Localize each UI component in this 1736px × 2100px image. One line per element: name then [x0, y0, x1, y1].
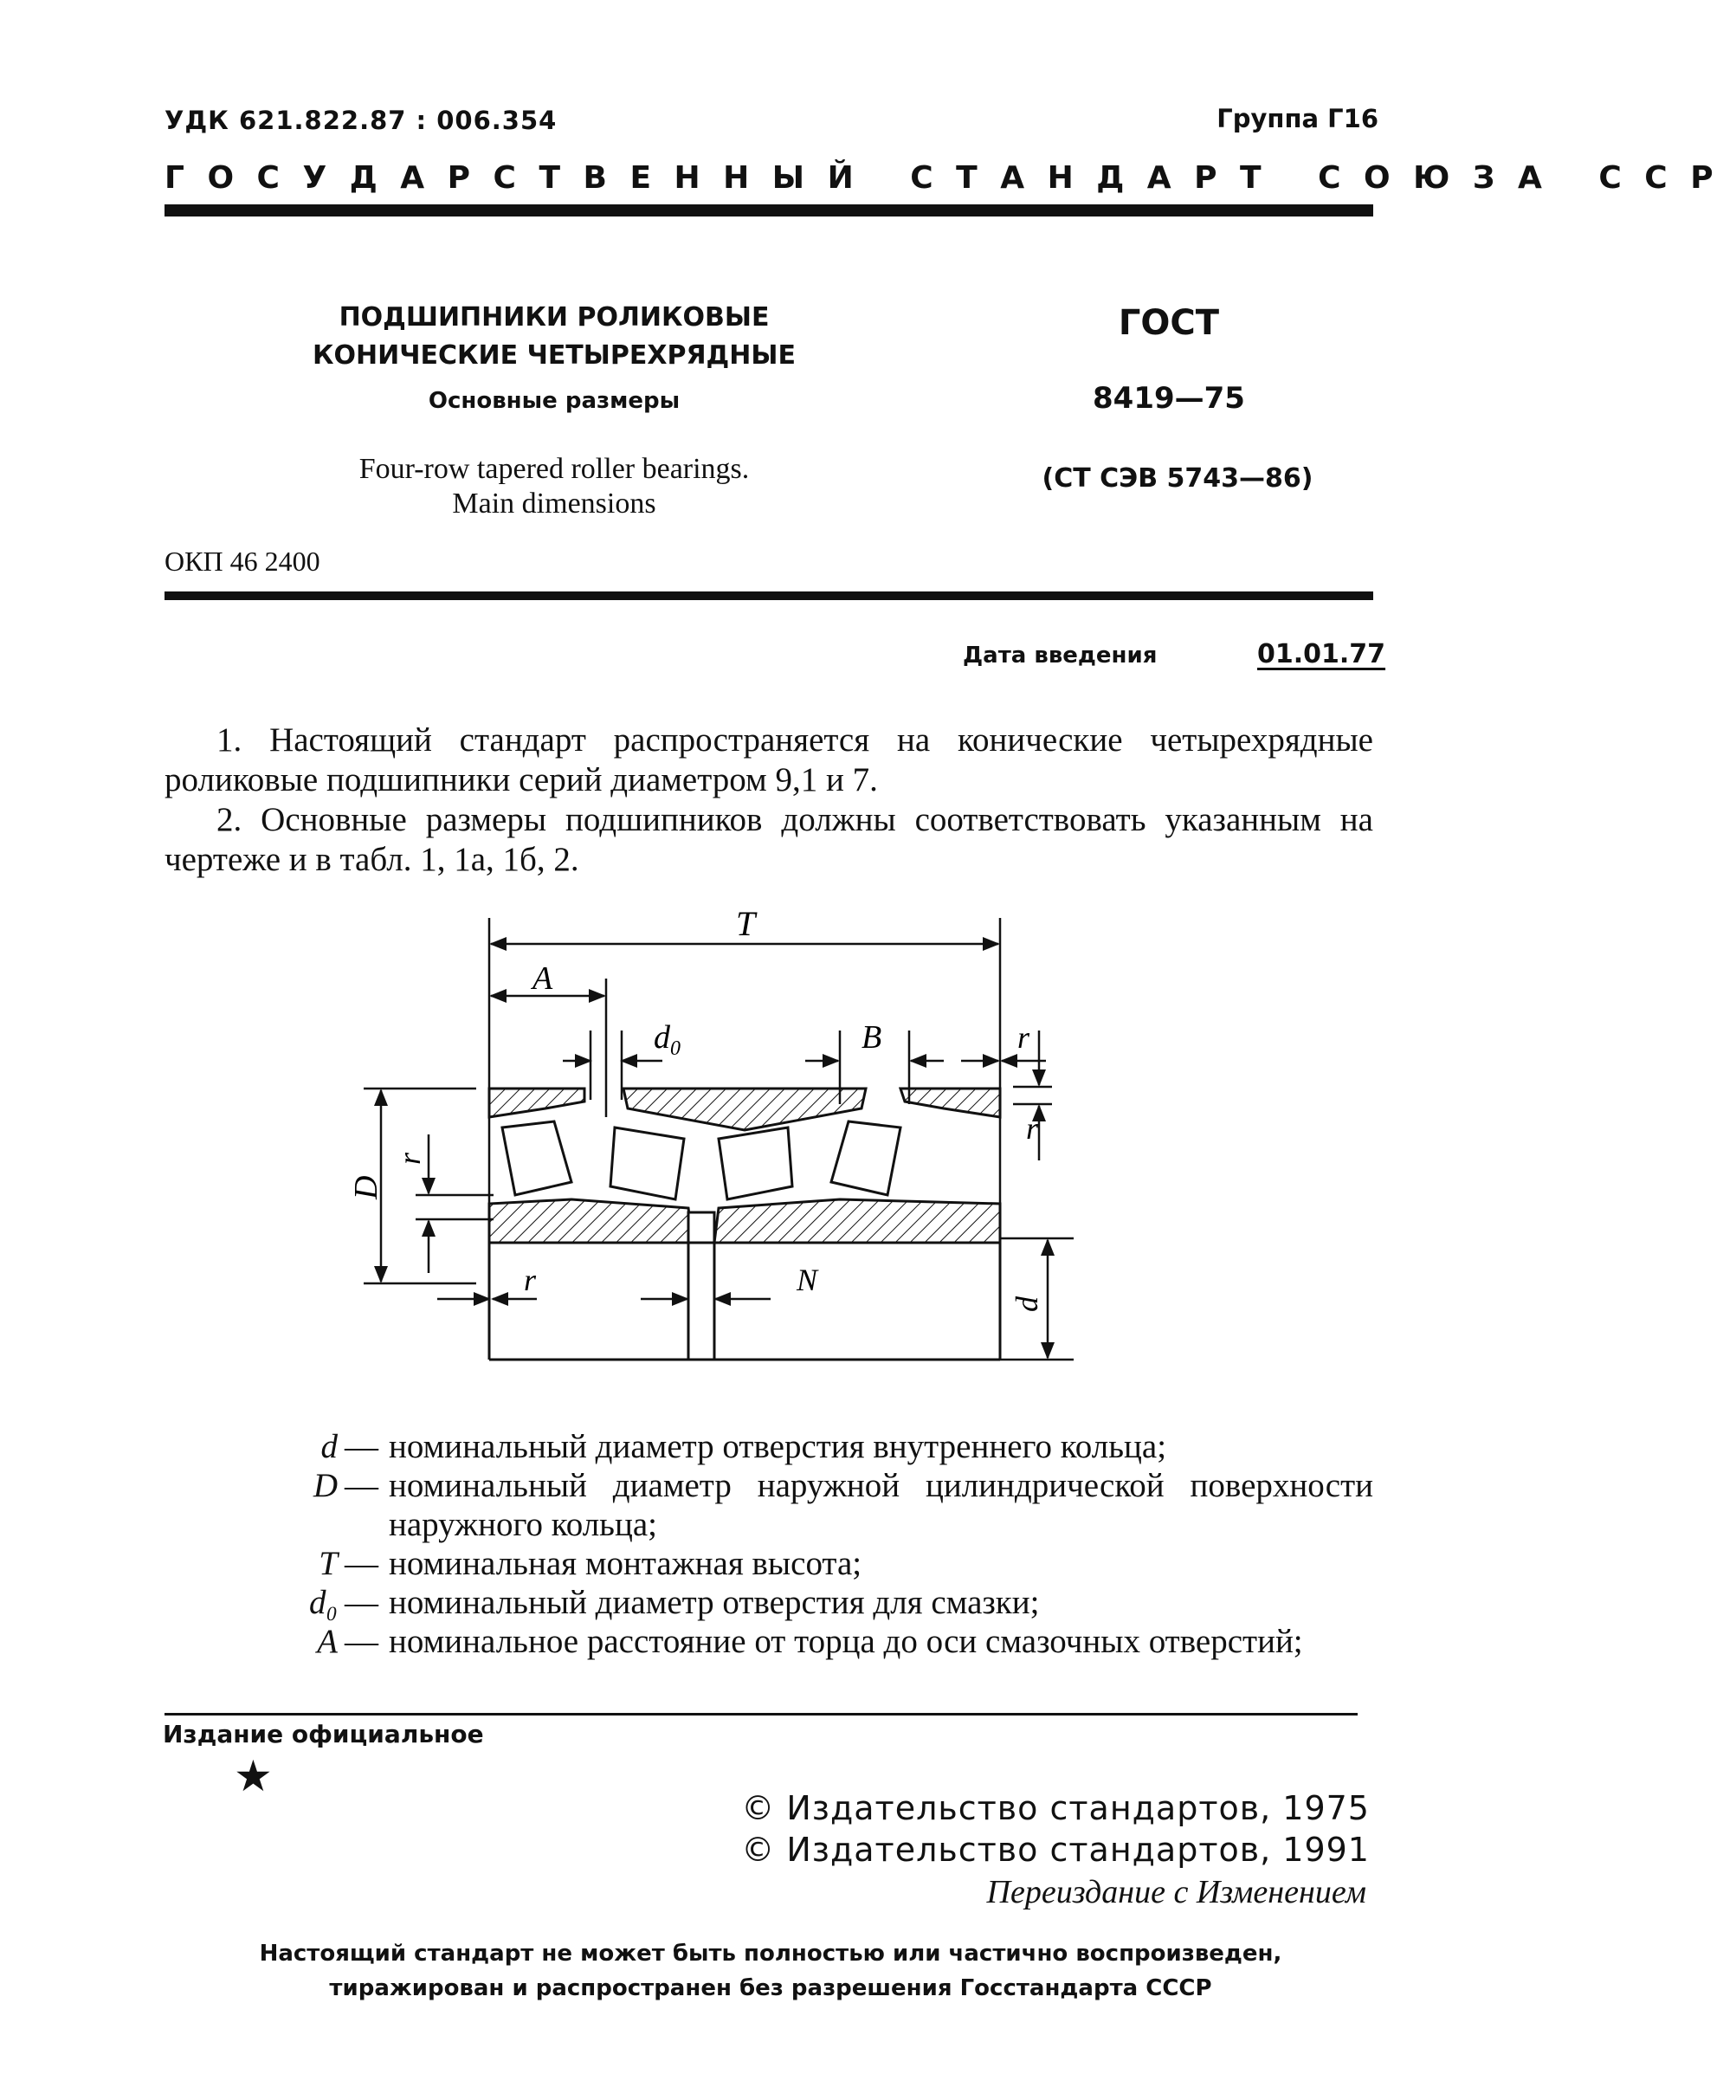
legend-symbol: A — [317, 1623, 338, 1660]
legend-row — [165, 1544, 1373, 1583]
legend-dash: — — [345, 1467, 378, 1504]
legend-symbol: T — [319, 1545, 338, 1582]
document-title — [312, 299, 797, 375]
legend-row — [165, 1622, 1373, 1661]
okp-code: ОКП 46 2400 — [165, 546, 320, 577]
dim-label-T: T — [736, 904, 756, 943]
dim-label-D: D — [348, 1175, 384, 1199]
dim-label-r-left: r — [392, 1152, 427, 1165]
dim-label-r-bottom: r — [524, 1263, 537, 1297]
legend-text: номинальный диаметр наружной цилиндрической поверхности наружного кольца; — [389, 1467, 1373, 1543]
official-edition-label: Издание официальное — [163, 1720, 484, 1748]
legend-text: номинальный диаметр отверстия для смазки; — [389, 1584, 1040, 1621]
legend-symbol: d₀ — [308, 1584, 338, 1621]
legend-symbol: D — [313, 1467, 338, 1504]
title-line-2: КОНИЧЕСКИЕ ЧЕТЫРЕХРЯДНЫЕ — [313, 340, 796, 371]
legend-dash: — — [345, 1584, 378, 1621]
paragraph-2 — [165, 800, 1373, 880]
legend-dash: — — [345, 1545, 378, 1582]
gost-number: 8419—75 — [1093, 381, 1245, 416]
notice-line-1: Настоящий стандарт не может быть полностью или частично воспроизведен, — [259, 1941, 1282, 1967]
english-title-line-2: Main dimensions — [452, 488, 656, 520]
legend-row — [165, 1427, 1373, 1466]
introduction-date: 01.01.77 — [1257, 639, 1386, 669]
legend-row — [165, 1466, 1373, 1544]
cmea-reference: (СТ СЭВ 5743—86) — [1042, 463, 1313, 494]
notice-line-2: тиражирован и распространен без разрешения Госстандарта СССР — [329, 1975, 1212, 2001]
legend-dash: — — [345, 1623, 378, 1660]
dim-label-r-top: r — [1017, 1020, 1030, 1055]
footer-rule — [165, 1713, 1358, 1716]
title-line-1: ПОДШИПНИКИ РОЛИКОВЫЕ — [339, 302, 770, 333]
legend-text: номинальный диаметр отверстия внутреннего кольца; — [389, 1428, 1167, 1465]
introduction-date-label: Дата введения — [963, 643, 1158, 669]
state-standard-banner: ГОСУДАРСТВЕННЫЙ СТАНДАРТ СОЮЗА ССР — [165, 160, 1736, 196]
legend-text: номинальное расстояние от торца до оси смазочных отверстий; — [389, 1623, 1303, 1660]
paragraph-2-text: 2. Основные размеры подшипников должны соответствовать указанным на чертеже и в табл. 1, 1а, 1б, 2. — [165, 801, 1373, 878]
reproduction-notice — [156, 1936, 1385, 2006]
legend-dash: — — [345, 1428, 378, 1465]
copyright-1991: © Издательство стандартов, 1991 — [741, 1831, 1370, 1869]
symbol-legend — [165, 1427, 1373, 1661]
document-subtitle: Основные размеры — [428, 388, 681, 414]
english-title — [312, 452, 797, 521]
legend-text: номинальная монтажная высота; — [389, 1545, 862, 1582]
gost-label: ГОСТ — [1118, 303, 1220, 343]
dim-label-d0 — [654, 1019, 681, 1060]
udk-code: УДК 621.822.87 : 006.354 — [165, 106, 558, 135]
dim-label-r-right: r — [1026, 1111, 1039, 1146]
reissue-note: Переиздание с Изменением — [986, 1874, 1366, 1910]
title-rule — [165, 591, 1373, 600]
dim-label-d: d — [1010, 1296, 1044, 1312]
dim-label-A: A — [532, 960, 553, 997]
bearing-drawing — [348, 901, 1091, 1386]
dim-label-B: B — [862, 1019, 882, 1056]
paragraph-1 — [165, 720, 1373, 800]
paragraph-1-text: 1. Настоящий стандарт распространяется на конические четырехрядные роликовые подшипники серий диаметром 9,1 и 7. — [165, 721, 1373, 798]
legend-symbol: d — [320, 1428, 338, 1465]
dim-label-N: N — [797, 1263, 818, 1297]
group-code: Группа Г16 — [1216, 104, 1378, 133]
star-icon: ★ — [234, 1752, 273, 1800]
legend-row — [165, 1583, 1373, 1622]
dim-label-d0-subscript: 0 — [670, 1037, 681, 1060]
copyright-1975: © Издательство стандартов, 1975 — [741, 1789, 1370, 1827]
english-title-line-1: Four-row tapered roller bearings. — [358, 453, 750, 485]
header-rule — [165, 204, 1373, 216]
dim-label-d0-main: d — [654, 1019, 670, 1056]
